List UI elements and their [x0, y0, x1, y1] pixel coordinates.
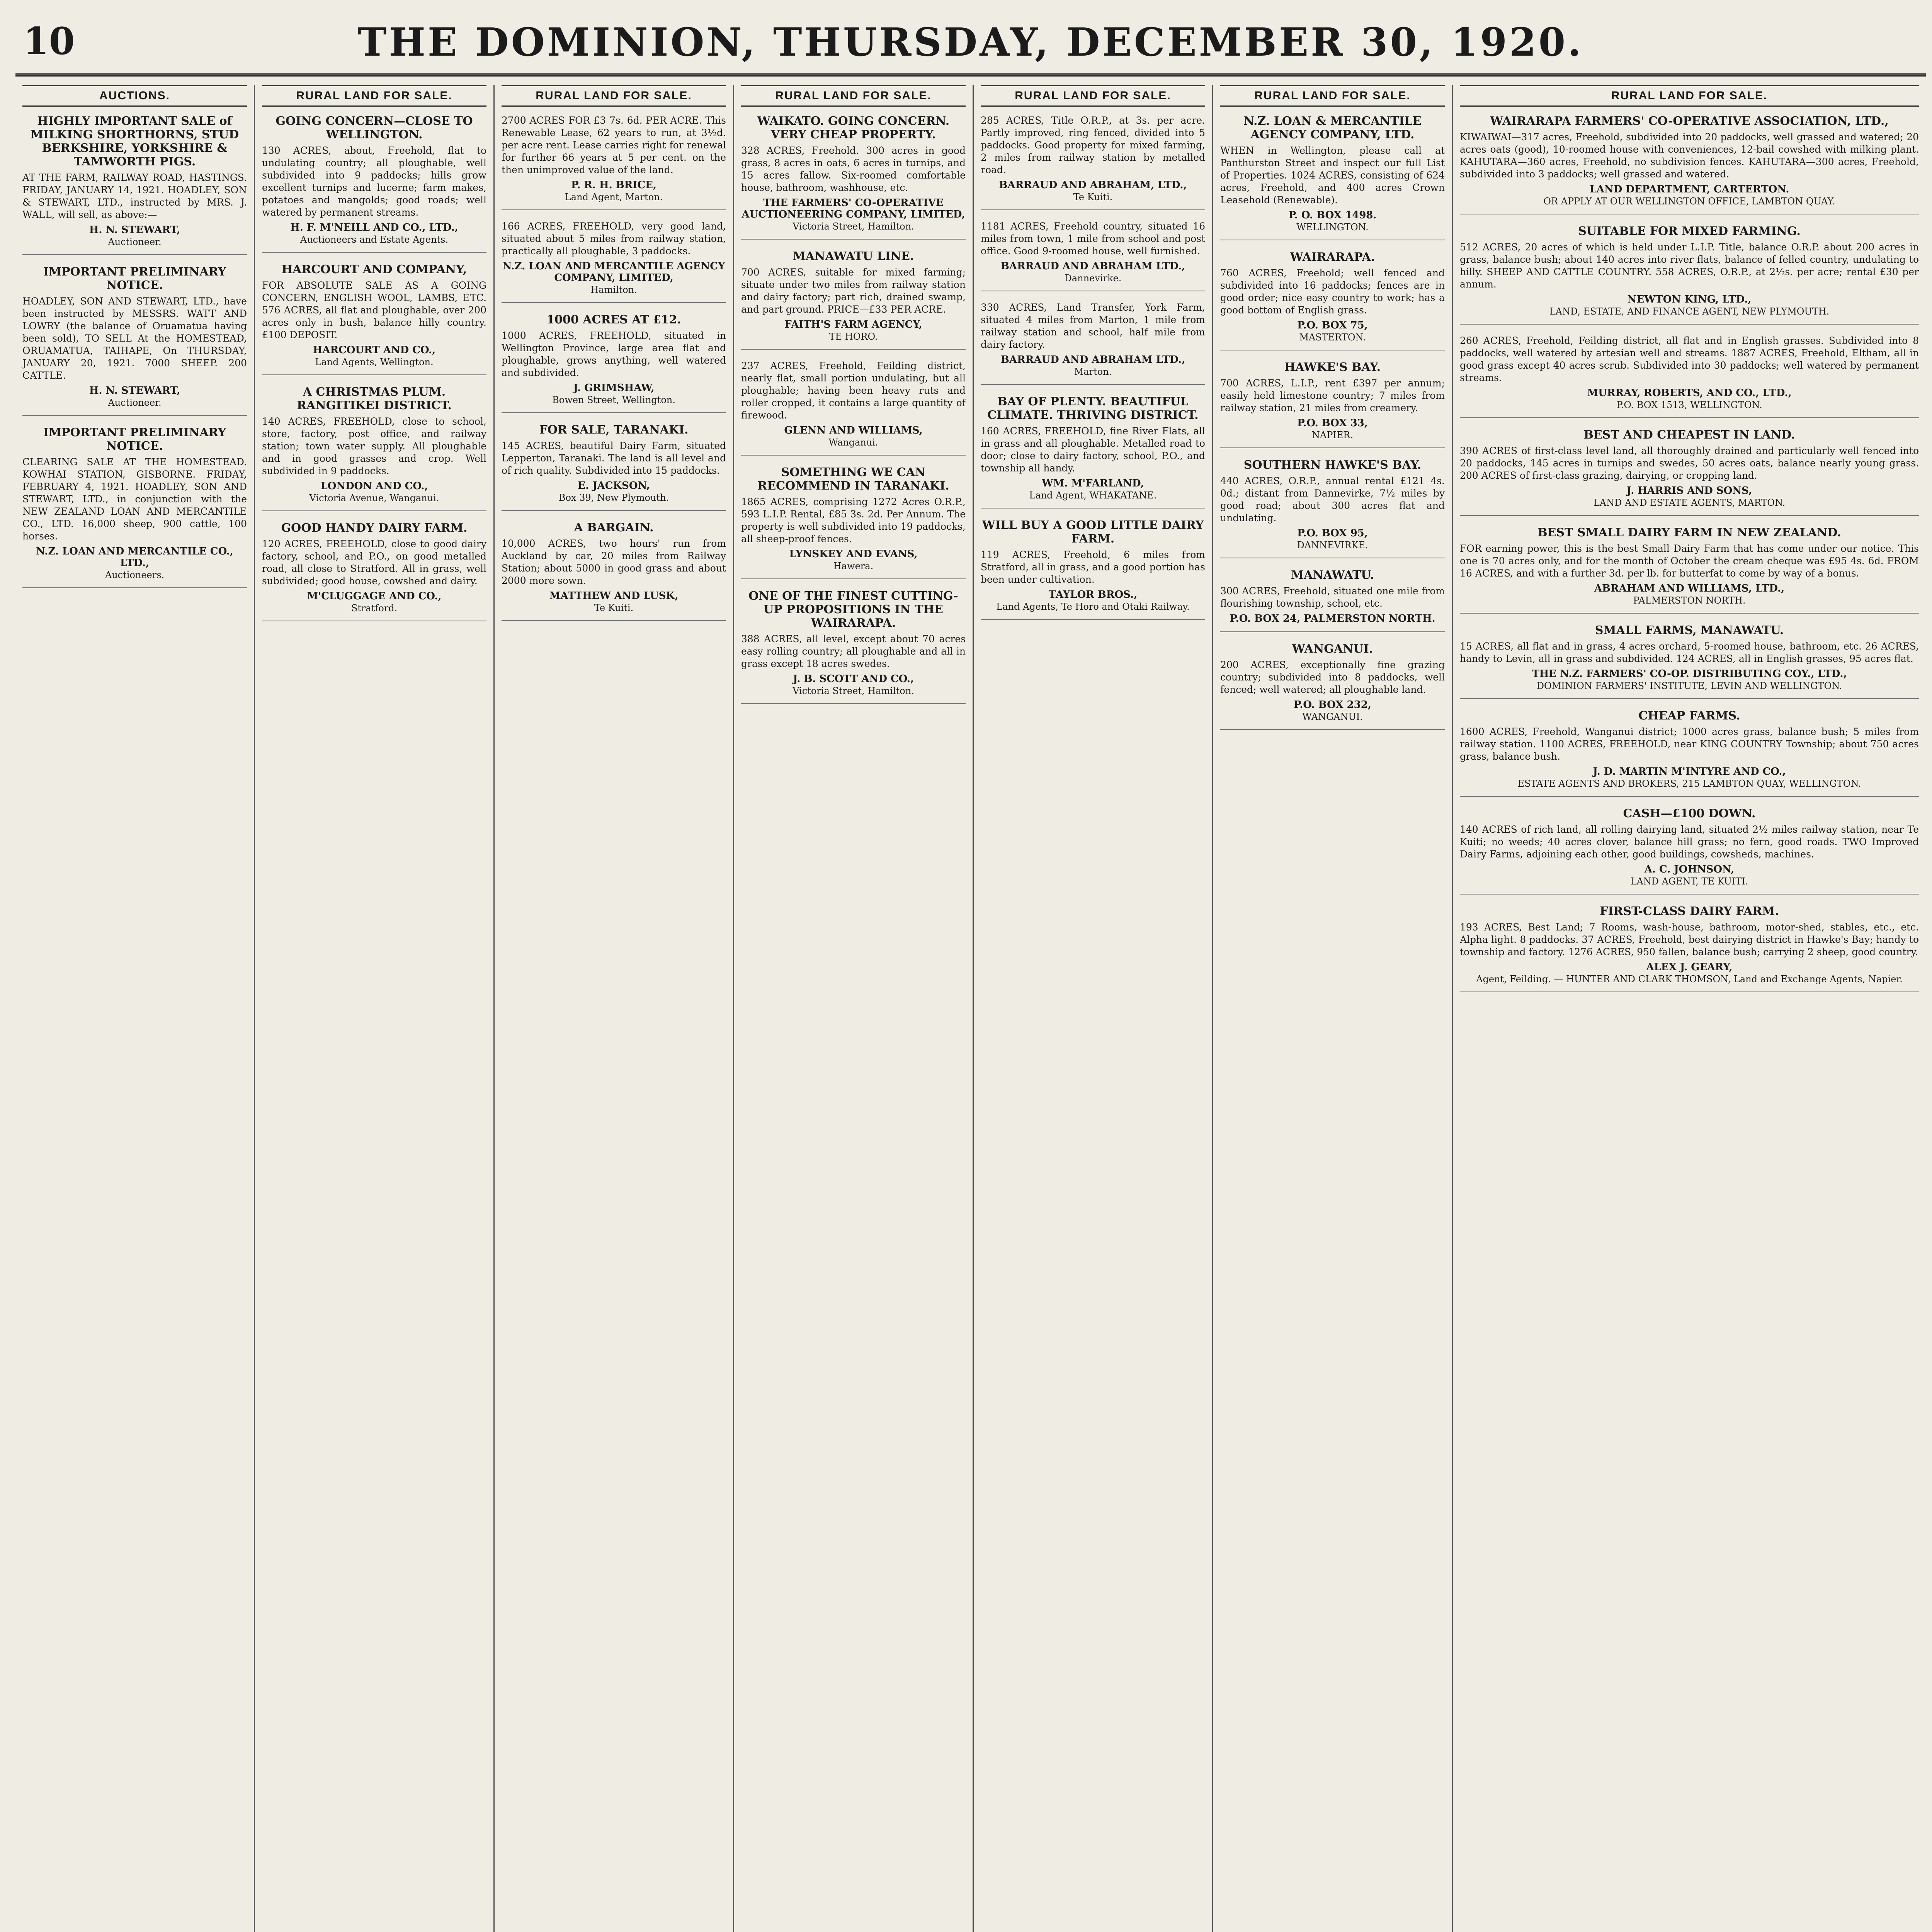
ad-signature: ALEX J. GEARY,	[1646, 961, 1733, 973]
ad-body: FOR earning power, this is the best Small Dairy Farm that has come under our notice. This one is 70 acres only, and for the month of October the cream cheque was £95 4s. 6d. FROM 16 ACRES, and with a further 3d. per lb. for butterfat to come by way of a bonus.	[1460, 543, 1919, 579]
advertisement	[502, 114, 726, 210]
ad-title: SOMETHING WE CAN RECOMMEND IN TARANAKI.	[757, 466, 949, 493]
ad-signature: N.Z. LOAN AND MERCANTILE CO., LTD.,	[36, 546, 233, 569]
ad-body: 512 ACRES, 20 acres of which is held under L.I.P. Title, balance O.R.P. about 200 acres in grass, balance bush; about 140 acres into river flats, balance of felled country, undulating to hilly. SHEEP AND CATTLE COUNTRY. 558 ACRES, O.R.P., at 2½s. per acre; rental £30 per annum.	[1460, 242, 1919, 290]
ad-signature: P.O. BOX 232,	[1294, 699, 1371, 711]
ad-body: 160 ACRES, FREEHOLD, fine River Flats, all in grass and all ploughable. Metalled road to door; close to dairy factory, school, P.O., and township all handy.	[981, 425, 1205, 474]
ad-body: 193 ACRES, Best Land; 7 Rooms, wash-house, bathroom, motor-shed, stables, etc., etc. Alpha light. 8 paddocks. 37 ACRES, Freehold, best dairying district in Hawke's Bay; handy to township and factory. 1276 ACRES, 950 fallen, balance bush; carrying 2 sheep, good country.	[1460, 922, 1919, 957]
ad-signature-detail: WELLINGTON.	[1296, 222, 1369, 233]
ad-signature: J. HARRIS AND SONS,	[1627, 485, 1752, 497]
ad-body: 130 ACRES, about, Freehold, flat to undulating country; all ploughable, well subdivided into 9 paddocks; hills grow excellent turnips and lucerne; farm makes, potatoes and mangolds; good roads; well watered by permanent streams.	[262, 145, 486, 218]
advertisement	[22, 265, 247, 416]
ad-body: 700 ACRES, L.I.P., rent £397 per annum; easily held limestone country; 7 miles from railway station, 21 miles from creamery.	[1220, 378, 1445, 413]
ad-body: 200 ACRES, exceptionally fine grazing country; subdivided into 8 paddocks, well fenced; well watered; all ploughable land.	[1220, 659, 1445, 695]
ad-title: HAWKE'S BAY.	[1284, 361, 1381, 374]
ad-signature: TAYLOR BROS.,	[1048, 589, 1138, 600]
ad-title: BAY OF PLENTY. BEAUTIFUL CLIMATE. THRIVING DISTRICT.	[987, 395, 1199, 422]
ad-title: WAIRARAPA.	[1290, 250, 1375, 264]
ad-body: 120 ACRES, FREEHOLD, close to good dairy factory, school, and P.O., on good metalled road, all close to Stratford. All in grass, well subdivided; good house, cowshed and dairy.	[262, 538, 486, 587]
advertisement	[1220, 642, 1445, 730]
advertisement	[1460, 224, 1919, 325]
advertisement	[741, 360, 966, 456]
ad-signature: MATTHEW AND LUSK,	[549, 590, 679, 602]
advertisement	[981, 114, 1205, 210]
ad-signature: P. R. H. BRICE,	[571, 179, 657, 191]
ad-signature-detail: Wanganui.	[828, 437, 878, 448]
ad-signature: BARRAUD AND ABRAHAM LTD.,	[1000, 260, 1185, 272]
column-heading: AUCTIONS.	[22, 85, 247, 107]
ad-body: FOR ABSOLUTE SALE AS A GOING CONCERN, ENGLISH WOOL, LAMBS, ETC. 576 ACRES, all flat and ploughable, over 200 acres only in bush, balance hilly country. £100 DEPOSIT.	[262, 280, 486, 340]
ad-title: WILL BUY A GOOD LITTLE DAIRY FARM.	[982, 519, 1204, 546]
ad-body: AT THE FARM, RAILWAY ROAD, HASTINGS. FRIDAY, JANUARY 14, 1921. HOADLEY, SON & STEWART, LTD., instructed by MRS. J. WALL, will sell, as above:—	[22, 172, 247, 220]
ad-body: 140 ACRES, FREEHOLD, close to school, store, factory, post office, and railway station; town water supply. All ploughable and in good grasses and crop. Well subdivided in 9 paddocks.	[262, 416, 486, 476]
column-heading: RURAL LAND FOR SALE.	[1460, 85, 1919, 107]
ad-title: IMPORTANT PRELIMINARY NOTICE.	[43, 426, 226, 453]
ad-signature: NEWTON KING, LTD.,	[1627, 294, 1752, 305]
advertisement	[981, 395, 1205, 509]
ad-title: HARCOURT AND COMPANY,	[281, 263, 467, 276]
advertisement	[1460, 428, 1919, 516]
ad-signature-detail: Land Agents, Wellington.	[315, 357, 434, 367]
ad-signature: J. D. MARTIN M'INTYRE AND CO.,	[1593, 766, 1786, 777]
ad-title: CASH—£100 DOWN.	[1623, 807, 1756, 820]
ad-title: IMPORTANT PRELIMINARY NOTICE.	[43, 265, 226, 292]
ad-title: ONE OF THE FINEST CUTTING-UP PROPOSITIONS IN THE WAIRARAPA.	[748, 589, 958, 630]
ad-body: 1000 ACRES, FREEHOLD, situated in Wellington Province, large area flat and ploughable, grows anything, well watered and subdivided.	[502, 330, 726, 378]
ad-body: 760 ACRES, Freehold; well fenced and subdivided into 16 paddocks; fences are in good order; nice easy country to work; has a good bottom of English grass.	[1220, 267, 1445, 316]
ad-signature: M'CLUGGAGE AND CO.,	[307, 590, 442, 602]
advertisement	[741, 250, 966, 350]
ad-signature-detail: ESTATE AGENTS AND BROKERS, 215 LAMBTON QUAY, WELLINGTON.	[1517, 778, 1861, 789]
advertisement	[502, 423, 726, 511]
ad-body: 260 ACRES, Freehold, Feilding district, all flat and in English grasses. Subdivided into 8 paddocks, well watered by artesian well and streams. 1887 ACRES, Freehold, Eltham, all in good grass except 40 acres scrub. Subdivided into 30 paddocks; well watered by permanent streams.	[1460, 335, 1919, 383]
advertisement	[1460, 807, 1919, 895]
ad-title: MANAWATU.	[1291, 568, 1374, 582]
ad-body: CLEARING SALE AT THE HOMESTEAD. KOWHAI STATION, GISBORNE. FRIDAY, FEBRUARY 4, 1921. HOADLEY, SON AND STEWART, LTD., in conjunction with the NEW ZEALAND LOAN AND MERCANTILE CO., LTD. 16,000 sheep, 900 cattle, 100 horses.	[22, 456, 247, 542]
advertisement	[981, 301, 1205, 385]
advertisement	[981, 220, 1205, 291]
ad-title: GOOD HANDY DAIRY FARM.	[281, 521, 468, 535]
ad-title: WAIRARAPA FARMERS' CO-OPERATIVE ASSOCIATION, LTD.,	[1490, 114, 1889, 128]
advertisement	[741, 466, 966, 579]
ad-signature-detail: PALMERSTON NORTH.	[1633, 595, 1746, 606]
column-1	[15, 85, 255, 1932]
column-heading: RURAL LAND FOR SALE.	[502, 85, 726, 107]
ad-title: BEST SMALL DAIRY FARM IN NEW ZEALAND.	[1537, 526, 1841, 539]
ad-title: HIGHLY IMPORTANT SALE of MILKING SHORTHORNS, STUD BERKSHIRE, YORKSHIRE & TAMWORTH PIGS.	[30, 114, 239, 168]
ad-body: 330 ACRES, Land Transfer, York Farm, situated 4 miles from Marton, 1 mile from railway station and school, half mile from dairy factory.	[981, 302, 1205, 350]
column-5	[974, 85, 1213, 1932]
ad-signature-detail: Victoria Avenue, Wanganui.	[309, 493, 439, 503]
advertisement	[1220, 458, 1445, 558]
ad-signature-detail: WANGANUI.	[1302, 711, 1363, 722]
ad-signature-detail: NAPIER.	[1311, 430, 1354, 440]
advertisement	[22, 426, 247, 588]
masthead	[15, 15, 1926, 77]
ad-signature-detail: Auctioneer.	[108, 236, 162, 247]
ad-body: 285 ACRES, Title O.R.P., at 3s. per acre. Partly improved, ring fenced, divided into 5 paddocks. Good property for mixed farming, 2 miles from railway station by metalled road.	[981, 115, 1205, 175]
newspaper-title: THE DOMINION, THURSDAY, DECEMBER 30, 1920.	[357, 19, 1584, 65]
ad-signature-detail: Auctioneer.	[108, 397, 162, 408]
classified-columns	[15, 85, 1926, 1932]
ad-signature-detail: Te Kuiti.	[594, 602, 634, 613]
ad-signature: J. GRIMSHAW,	[573, 382, 655, 394]
advertisement	[1460, 114, 1919, 214]
ad-signature: LONDON AND CO.,	[320, 480, 428, 492]
ad-signature-detail: Te Kuiti.	[1073, 192, 1113, 202]
ad-body: 1181 ACRES, Freehold country, situated 16 miles from town, 1 mile from school and post office. Good 9-roomed house, well furnished.	[981, 221, 1205, 257]
advertisement	[741, 589, 966, 704]
advertisement	[502, 220, 726, 303]
column-4	[734, 85, 974, 1932]
ad-signature: THE N.Z. FARMERS' CO-OP. DISTRIBUTING COY., LTD.,	[1532, 668, 1847, 680]
ad-body: 140 ACRES of rich land, all rolling dairying land, situated 2½ miles railway station, near Te Kuiti; no weeds; 40 acres clover, balance hill grass; no fern, good roads. TWO Improved Dairy Farms, adjoining each other, good buildings, cowsheds, machines.	[1460, 824, 1919, 860]
ad-title: CHEAP FARMS.	[1638, 709, 1740, 723]
advertisement	[981, 519, 1205, 620]
page-number: 10	[23, 19, 75, 63]
column-heading: RURAL LAND FOR SALE.	[1220, 85, 1445, 107]
advertisement	[1460, 526, 1919, 614]
ad-signature-detail: Marton.	[1074, 366, 1112, 377]
ad-body: 2700 ACRES FOR £3 7s. 6d. PER ACRE. This Renewable Lease, 62 years to run, at 3½d. per acre rent. Lease carries right for renewal for further 66 years at 5 per cent. on the then unimproved value of the land.	[502, 115, 726, 175]
column-3	[495, 85, 734, 1932]
ad-signature: A. C. JOHNSON,	[1644, 864, 1735, 875]
ad-signature-detail: LAND AND ESTATE AGENTS, MARTON.	[1593, 497, 1786, 508]
ad-signature: THE FARMERS' CO-OPERATIVE AUCTIONEERING COMPANY, LIMITED,	[742, 197, 965, 220]
ad-title: BEST AND CHEAPEST IN LAND.	[1583, 428, 1795, 442]
ad-title: 1000 ACRES AT £12.	[546, 313, 681, 327]
ad-signature: BARRAUD AND ABRAHAM, LTD.,	[999, 179, 1187, 191]
ad-signature-detail: Land Agent, Marton.	[565, 192, 663, 202]
ad-signature-detail: OR APPLY AT OUR WELLINGTON OFFICE, LAMBTON QUAY.	[1543, 196, 1835, 207]
advertisement	[1220, 568, 1445, 632]
ad-title: A BARGAIN.	[574, 521, 654, 534]
ad-body: KIWAIWAI—317 acres, Freehold, subdivided into 20 paddocks, well grassed and watered; 20 acres oats (good), 10-roomed house with conveniences, 12-bail cowshed with milking plant. KAHUTARA—360 acres, Freehold, no subdivision fences. KAHUTARA—300 acres, Freehold, subdivided into 3 paddocks; well grassed and watered.	[1460, 131, 1919, 180]
ad-signature: P.O. BOX 95,	[1297, 527, 1368, 539]
ad-title: FOR SALE, TARANAKI.	[539, 423, 689, 437]
advertisement	[1460, 624, 1919, 699]
column-heading: RURAL LAND FOR SALE.	[981, 85, 1205, 107]
advertisement	[1220, 114, 1445, 240]
advertisement	[262, 521, 486, 621]
ad-signature-detail: P.O. BOX 1513, WELLINGTON.	[1616, 400, 1762, 410]
ad-signature-detail: Box 39, New Plymouth.	[558, 492, 669, 503]
ad-signature-detail: Hawera.	[833, 561, 874, 571]
ad-signature: LAND DEPARTMENT, CARTERTON.	[1589, 184, 1789, 195]
ad-body: HOADLEY, SON AND STEWART, LTD., have been instructed by MESSRS. WATT AND LOWRY (the balance of Oruamatua having been sold), TO SELL At the HOMESTEAD, ORUAMATUA, TAIHAPE, On THURSDAY, JANUARY 20, 1921. 7000 SHEEP. 200 CATTLE.	[22, 296, 247, 381]
ad-signature-detail: Agent, Feilding. — HUNTER AND CLARK THOMSON, Land and Exchange Agents, Napier.	[1476, 974, 1903, 985]
ad-title: MANAWATU LINE.	[793, 250, 914, 263]
ad-body: 145 ACRES, beautiful Dairy Farm, situated Lepperton, Taranaki. The land is all level and of rich quality. Subdivided into 15 paddocks.	[502, 440, 726, 476]
ad-signature: P.O. BOX 33,	[1297, 417, 1368, 429]
ad-body: 237 ACRES, Freehold, Feilding district, nearly flat, small portion undulating, but all ploughable; having been heavy ruts and roller cropped, it contains a large quantity of firewood.	[741, 360, 966, 421]
ad-title: FIRST-CLASS DAIRY FARM.	[1600, 905, 1779, 918]
ad-body: 390 ACRES of first-class level land, all thoroughly drained and particularly well fenced into 20 paddocks, 145 acres in turnips and swedes, 50 acres oats, balance nearly young grass. 200 ACRES of first-class grazing, dairying, or cropping land.	[1460, 445, 1919, 481]
ad-title: A CHRISTMAS PLUM. RANGITIKEI DISTRICT.	[297, 385, 452, 412]
advertisement	[262, 263, 486, 375]
advertisement	[1220, 250, 1445, 350]
advertisement	[1460, 709, 1919, 797]
ad-body: 119 ACRES, Freehold, 6 miles from Stratford, all in grass, and a good portion has been under cultivation.	[981, 549, 1205, 585]
ad-signature-detail: Hamilton.	[590, 284, 637, 295]
ad-signature-detail: TE HORO.	[829, 331, 878, 342]
ad-signature: N.Z. LOAN AND MERCANTILE AGENCY COMPANY, LIMITED,	[502, 260, 725, 284]
ad-signature-detail: Land Agent, WHAKATANE.	[1029, 490, 1157, 501]
advertisement	[502, 521, 726, 621]
ad-signature: GLENN AND WILLIAMS,	[784, 425, 923, 436]
column-7	[1453, 85, 1926, 1932]
ad-signature: BARRAUD AND ABRAHAM LTD.,	[1000, 354, 1185, 366]
ad-signature-detail: LAND, ESTATE, AND FINANCE AGENT, NEW PLYMOUTH.	[1549, 306, 1830, 317]
ad-signature-detail: Land Agents, Te Horo and Otaki Railway.	[996, 601, 1190, 612]
ad-signature: ABRAHAM AND WILLIAMS, LTD.,	[1594, 583, 1785, 594]
ad-body: 700 ACRES, suitable for mixed farming; situate under two miles from railway station and dairy factory; part rich, drained swamp, and part ground. PRICE—£33 PER ACRE.	[741, 267, 966, 315]
column-6	[1213, 85, 1453, 1932]
ad-signature: LYNSKEY AND EVANS,	[789, 548, 918, 560]
column-heading: RURAL LAND FOR SALE.	[262, 85, 486, 107]
ad-title: SMALL FARMS, MANAWATU.	[1595, 624, 1784, 637]
ad-signature: H. N. STEWART,	[89, 385, 180, 396]
column-heading: RURAL LAND FOR SALE.	[741, 85, 966, 107]
ad-body: WHEN in Wellington, please call at Panthurston Street and inspect our full List of Properties. 1024 ACRES, consisting of 624 acres, Freehold, and 400 acres Crown Leasehold (Renewable).	[1220, 145, 1445, 206]
ad-signature: P.O. BOX 24, PALMERSTON NORTH.	[1230, 613, 1435, 624]
ad-signature: H. F. M'NEILL AND CO., LTD.,	[290, 222, 458, 233]
ad-signature: H. N. STEWART,	[89, 224, 180, 236]
advertisement	[22, 114, 247, 255]
ad-signature-detail: Dannevirke.	[1064, 273, 1122, 284]
ad-signature: P. O. BOX 1498.	[1288, 209, 1377, 221]
ad-signature: E. JACKSON,	[578, 480, 650, 492]
ad-signature: FAITH'S FARM AGENCY,	[784, 319, 922, 330]
ad-signature: HARCOURT AND CO.,	[313, 344, 436, 356]
ad-signature: WM. M'FARLAND,	[1042, 478, 1144, 489]
ad-signature: MURRAY, ROBERTS, AND CO., LTD.,	[1587, 387, 1792, 399]
advertisement	[741, 114, 966, 240]
advertisement	[262, 114, 486, 253]
ad-title: WAIKATO. GOING CONCERN. VERY CHEAP PROPERTY.	[757, 114, 950, 141]
ad-signature-detail: MASTERTON.	[1299, 332, 1366, 343]
column-2	[255, 85, 495, 1932]
advertisement	[1460, 905, 1919, 992]
ad-body: 1600 ACRES, Freehold, Wanganui district; 1000 acres grass, balance bush; 5 miles from railway station. 1100 ACRES, FREEHOLD, near KING COUNTRY Township; about 750 acres grass, balance bush.	[1460, 726, 1919, 762]
ad-signature-detail: LAND AGENT, TE KUITI.	[1630, 876, 1748, 887]
ad-signature-detail: Auctioneers and Estate Agents.	[300, 234, 449, 245]
ad-body: 388 ACRES, all level, except about 70 acres easy rolling country; all ploughable and all in grass except 18 acres swedes.	[741, 633, 966, 669]
ad-body: 440 ACRES, O.R.P., annual rental £121 4s. 0d.; distant from Dannevirke, 7½ miles by good road; about 300 acres flat and undulating.	[1220, 475, 1445, 524]
ad-title: WANGANUI.	[1292, 642, 1373, 656]
ad-title: GOING CONCERN—CLOSE TO WELLINGTON.	[276, 114, 473, 141]
ad-body: 10,000 ACRES, two hours' run from Auckland by car, 20 miles from Railway Station; about 5000 in good grass and about 2000 more sown.	[502, 538, 726, 586]
ad-signature: J. B. SCOTT AND CO.,	[793, 673, 914, 685]
ad-body: 15 ACRES, all flat and in grass, 4 acres orchard, 5-roomed house, bathroom, etc. 26 ACRES, handy to Levin, all in grass and subdivided. 124 ACRES, all in English grasses, 95 acres flat.	[1460, 641, 1919, 664]
ad-body: 328 ACRES, Freehold. 300 acres in good grass, 8 acres in oats, 6 acres in turnips, and 15 acres fallow. Six-roomed comfortable house, bathroom, washhouse, etc.	[741, 145, 966, 193]
ad-signature-detail: Bowen Street, Wellington.	[552, 395, 675, 405]
ad-title: N.Z. LOAN & MERCANTILE AGENCY COMPANY, LTD.	[1243, 114, 1422, 141]
ad-signature-detail: Victoria Street, Hamilton.	[793, 685, 914, 696]
ad-signature-detail: Auctioneers.	[105, 570, 165, 580]
advertisement	[1220, 361, 1445, 448]
ad-signature-detail: Victoria Street, Hamilton.	[793, 221, 914, 232]
ad-title: SOUTHERN HAWKE'S BAY.	[1243, 458, 1422, 472]
ad-signature: P.O. BOX 75,	[1297, 320, 1368, 331]
advertisement	[1460, 335, 1919, 418]
ad-body: 300 ACRES, Freehold, situated one mile from flourishing township, school, etc.	[1220, 585, 1445, 609]
ad-signature-detail: DOMINION FARMERS' INSTITUTE, LEVIN AND WELLINGTON.	[1536, 680, 1842, 691]
ad-body: 1865 ACRES, comprising 1272 Acres O.R.P., 593 L.I.P. Rental, £85 3s. 2d. Per Annum. The property is well subdivided into 19 paddocks, all sheep-proof fences.	[741, 496, 966, 544]
ad-title: SUITABLE FOR MIXED FARMING.	[1578, 224, 1801, 238]
ad-body: 166 ACRES, FREEHOLD, very good land, situated about 5 miles from railway station, practically all ploughable, 3 paddocks.	[502, 221, 726, 257]
ad-signature-detail: Stratford.	[351, 603, 398, 614]
advertisement	[502, 313, 726, 413]
ad-signature-detail: DANNEVIRKE.	[1297, 540, 1368, 551]
advertisement	[262, 385, 486, 511]
